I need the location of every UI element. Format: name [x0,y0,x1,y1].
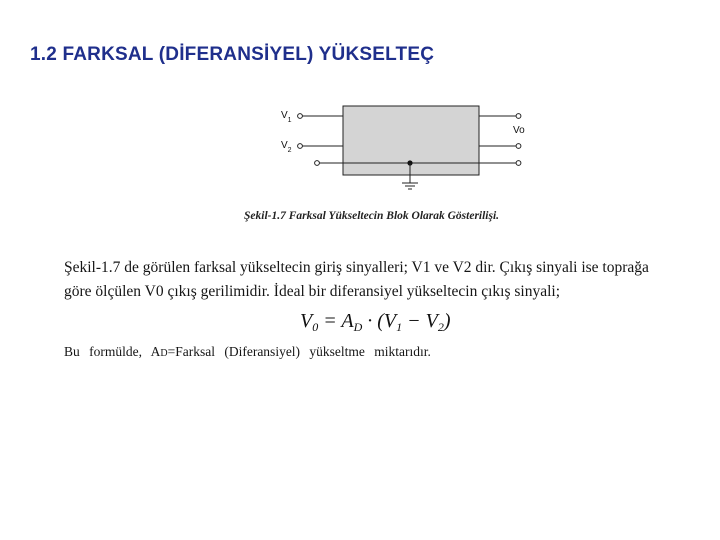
common-left-terminal [315,161,320,166]
output-bottom-terminal [516,144,521,149]
output-vo-label: Vo [513,125,525,136]
figure-caption: Şekil-1.7 Farksal Yükseltecin Blok Olarak Gösterilişi. [244,210,500,222]
output-formula [300,310,451,335]
gain-definition-note [64,344,431,360]
note-sub: D [160,348,168,359]
note-suffix: =Farksal (Diferansiyel) yükseltme miktarıdır. [167,344,431,359]
slide-title: 1.2 FARKSAL (DİFERANSİYEL) YÜKSELTEÇ [30,44,435,65]
ground-icon [402,183,418,189]
formula-lhs: V [300,310,313,332]
formula-v1-sub: 1 [396,320,403,334]
formula-gain-sub: D [353,320,363,334]
output-top-terminal [516,114,521,119]
formula-dot: · ( [362,310,384,332]
formula-gain: A [341,310,354,332]
note-prefix: Bu formülde, A [64,344,161,359]
input-v2-label: $V_2$ [281,140,292,154]
formula-minus: − [402,310,426,332]
formula-lhs-sub: 0 [312,320,319,334]
block-diagram-svg [270,96,540,198]
formula-equals: = [318,310,342,332]
input-v2-terminal [298,144,303,149]
input-v1-terminal [298,114,303,119]
differential-amplifier-block-diagram [270,96,540,198]
paragraph-line-1: Şekil-1.7 de görülen farksal yükseltecin giriş sinyalleri; V1 ve V2 dir. Çıkış sinyali ise toprağa [64,259,649,276]
common-right-terminal [516,161,521,166]
paragraph-line-2: göre ölçülen V0 çıkış gerilimidir. İdeal bir diferansiyel yükseltecin çıkış sinyali; [64,283,561,300]
formula-v2-sub: 2 [437,320,444,334]
formula-close: ) [443,310,451,332]
formula-v2: V [425,310,438,332]
formula-v1: V [383,310,397,332]
body-paragraph [64,256,664,304]
input-v1-label: $V_1$ [281,110,292,124]
